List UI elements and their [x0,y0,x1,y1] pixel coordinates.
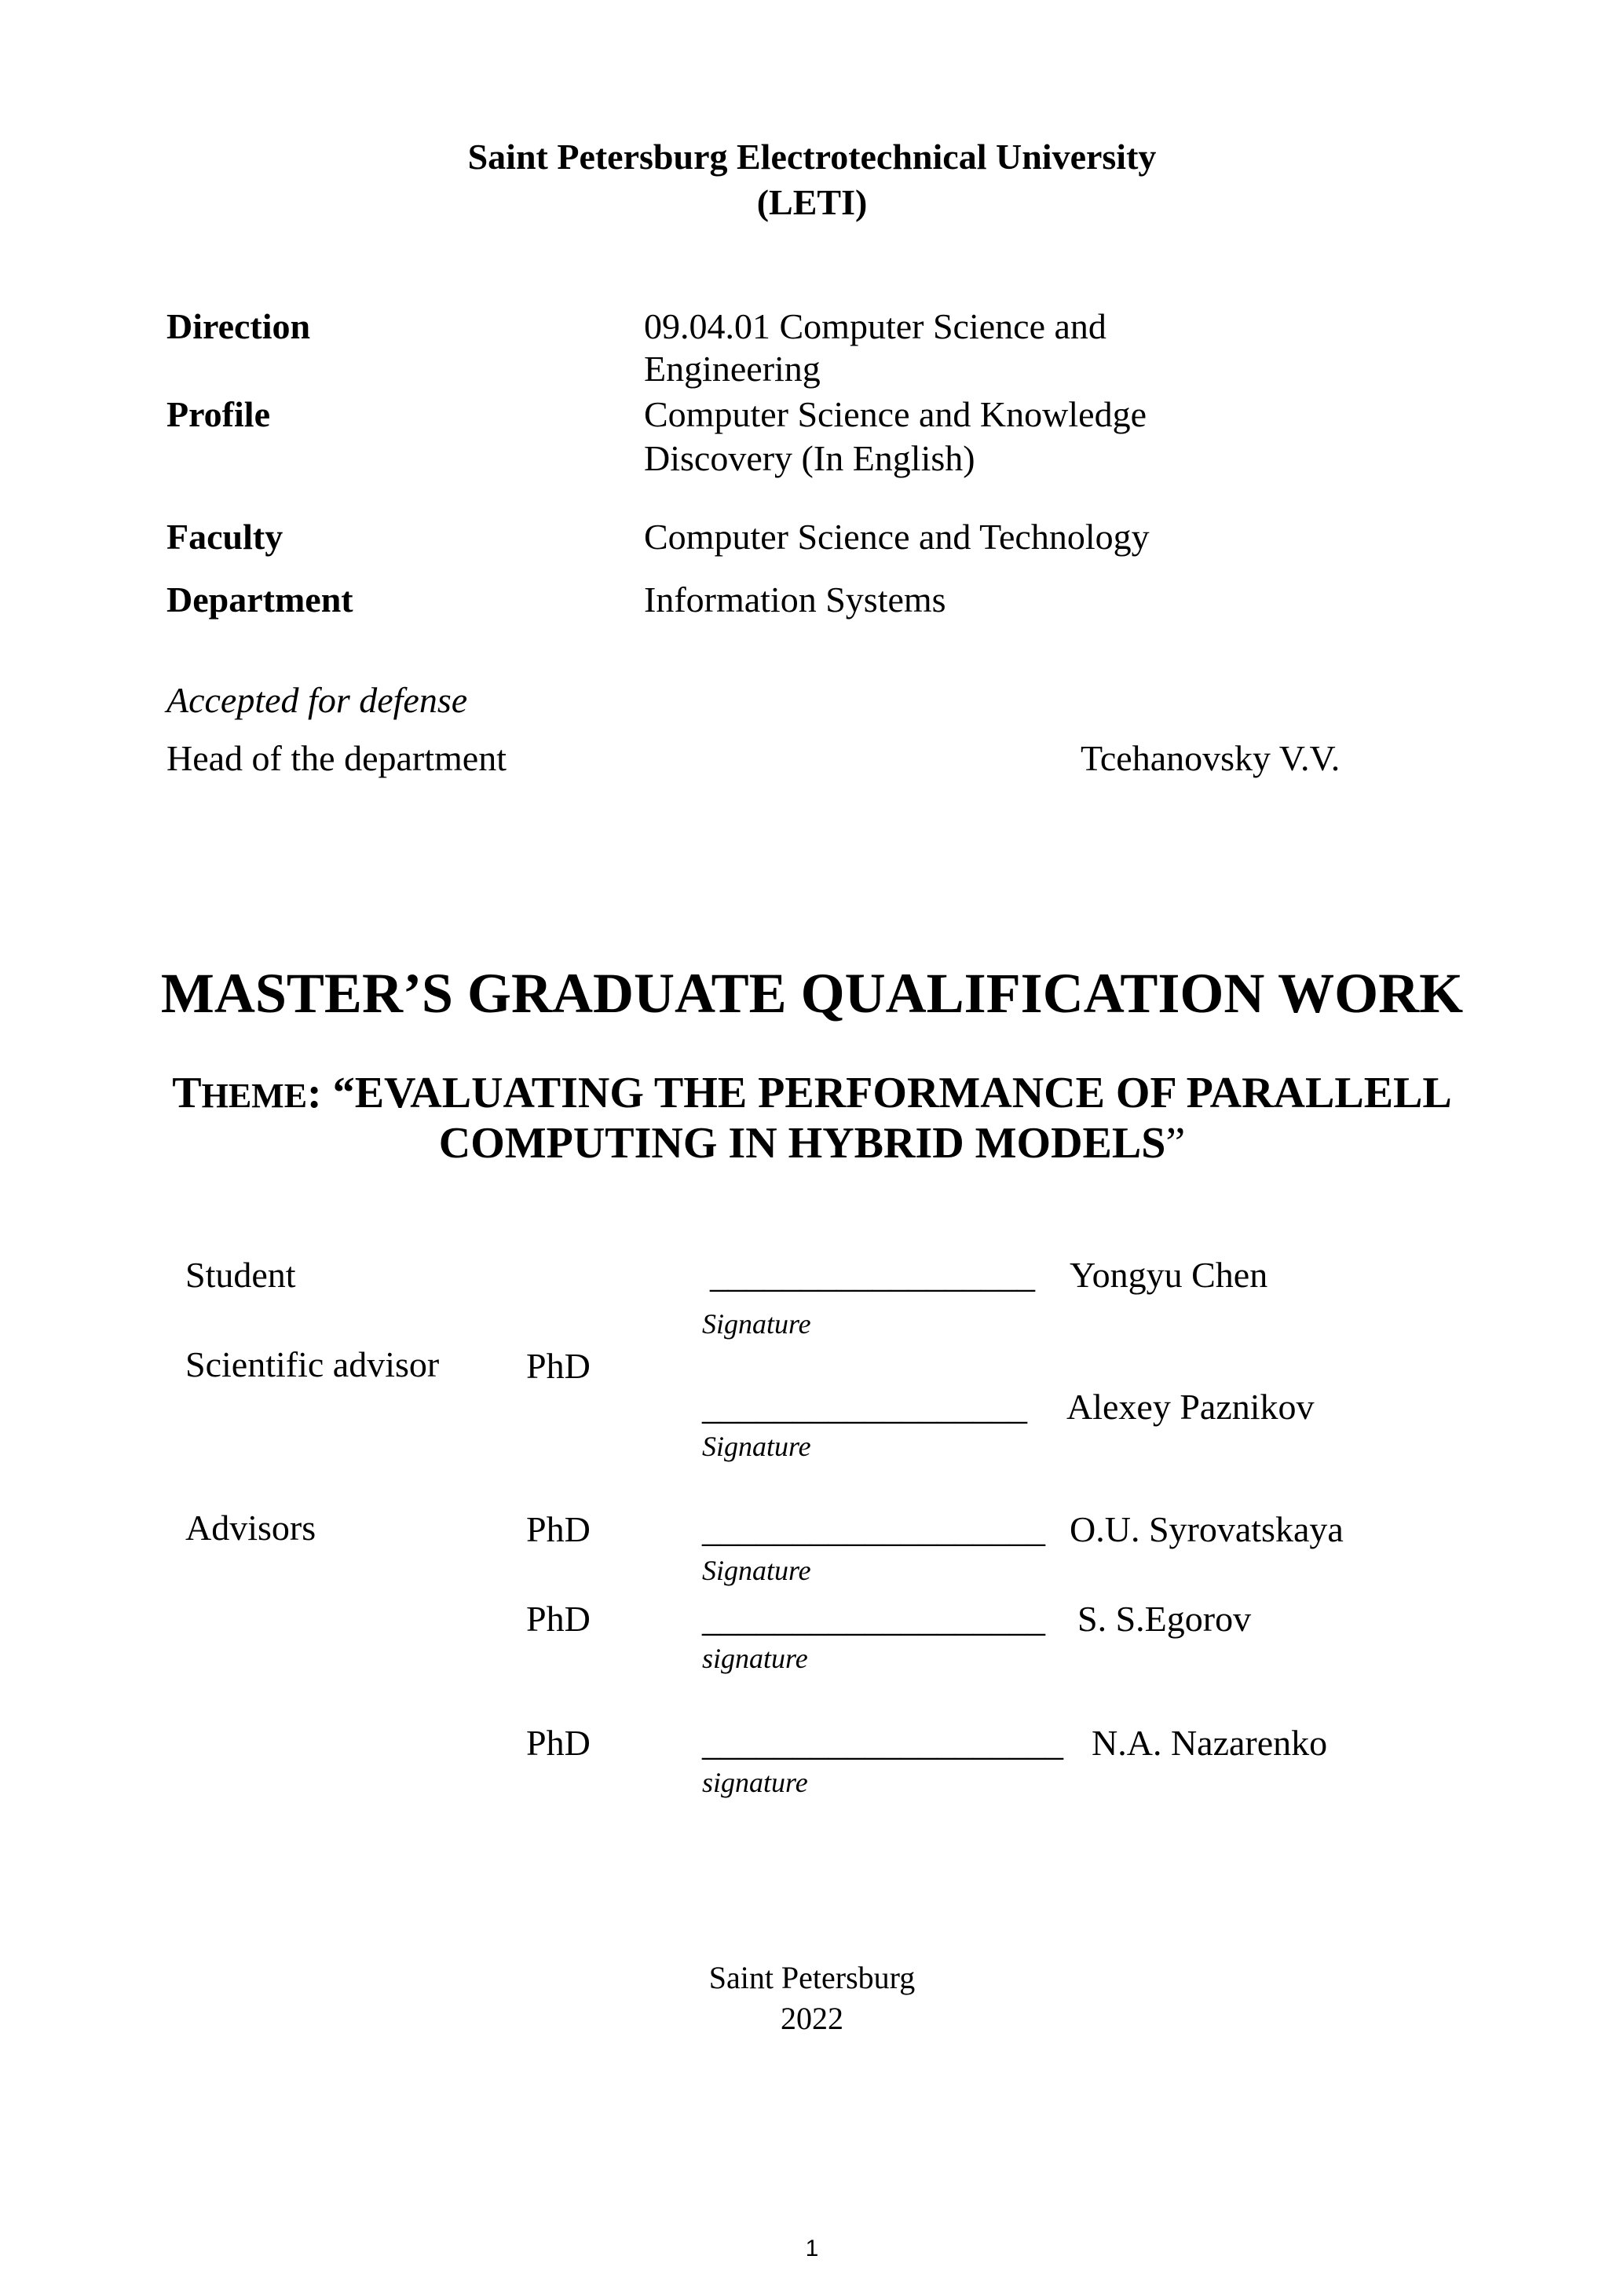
scientific-advisor-name: Alexey Paznikov [1066,1387,1315,1427]
advisor-3-name: N.A. Nazarenko [1092,1723,1328,1763]
advisor-3-signature-caption: signature [702,1767,808,1798]
scientific-advisor-role: Scientific advisor [185,1344,440,1384]
theme-close-quote: ” [1165,1119,1186,1168]
scientific-advisor-degree: PhD [526,1346,591,1386]
advisor-2-signature-line: ___________________ [702,1599,1045,1639]
advisor-3-degree: PhD [526,1723,591,1763]
theme-text-line2: COMPUTING IN HYBRID MODELS [438,1119,1166,1168]
advisor-1-signature-caption: Signature [702,1555,811,1586]
footer-city: Saint Petersburg [708,1960,916,1995]
theme-line-1 [0,1068,1624,1121]
scientific-advisor-signature-line: __________________ [702,1387,1027,1427]
student-name: Yongyu Chen [1070,1255,1268,1295]
student-signature-caption: Signature [702,1308,811,1340]
student-role: Student [185,1255,296,1295]
advisor-1-signature-line: ___________________ [702,1509,1045,1549]
advisor-2-degree: PhD [526,1599,591,1639]
profile-value-line1: Computer Science and Knowledge [644,394,1147,434]
page-number: 1 [805,2236,819,2261]
theme-text-line1: : “EVALUATING THE PERFORMANCE OF PARALLELL [307,1069,1452,1117]
direction-label: Direction [166,306,311,346]
advisor-2-signature-caption: signature [702,1643,808,1674]
direction-value-line1: 09.04.01 Computer Science and [644,306,1106,346]
footer-year: 2022 [781,2001,843,2036]
document-title: MASTER’S GRADUATE QUALIFICATION WORK [160,962,1464,1025]
advisors-role: Advisors [185,1508,316,1548]
advisor-2-name: S. S.Egorov [1077,1599,1252,1639]
student-signature-line: __________________ [710,1255,1035,1295]
faculty-value: Computer Science and Technology [644,517,1150,557]
faculty-label: Faculty [166,517,283,557]
profile-label: Profile [166,394,270,434]
department-value: Information Systems [644,579,946,620]
head-of-department-label: Head of the department [166,738,507,778]
theme-initial: T [172,1069,202,1117]
advisor-1-degree: PhD [526,1509,591,1549]
accepted-for-defense: Accepted for defense [166,680,468,720]
advisor-1-name: O.U. Syrovatskaya [1070,1509,1344,1549]
university-abbrev: (LETI) [756,182,868,222]
profile-value-line2: Discovery (In English) [644,438,975,478]
direction-value-line2: Engineering [644,349,821,389]
theme-line-2 [0,1118,1624,1168]
head-of-department-name: Tcehanovsky V.V. [1081,738,1341,778]
university-name: Saint Petersburg Electrotechnical University [467,137,1157,177]
theme-smallcaps: HEME [201,1077,308,1115]
department-label: Department [166,579,353,620]
advisor-3-signature-line: ____________________ [702,1723,1063,1763]
scientific-advisor-signature-caption: Signature [702,1431,811,1462]
